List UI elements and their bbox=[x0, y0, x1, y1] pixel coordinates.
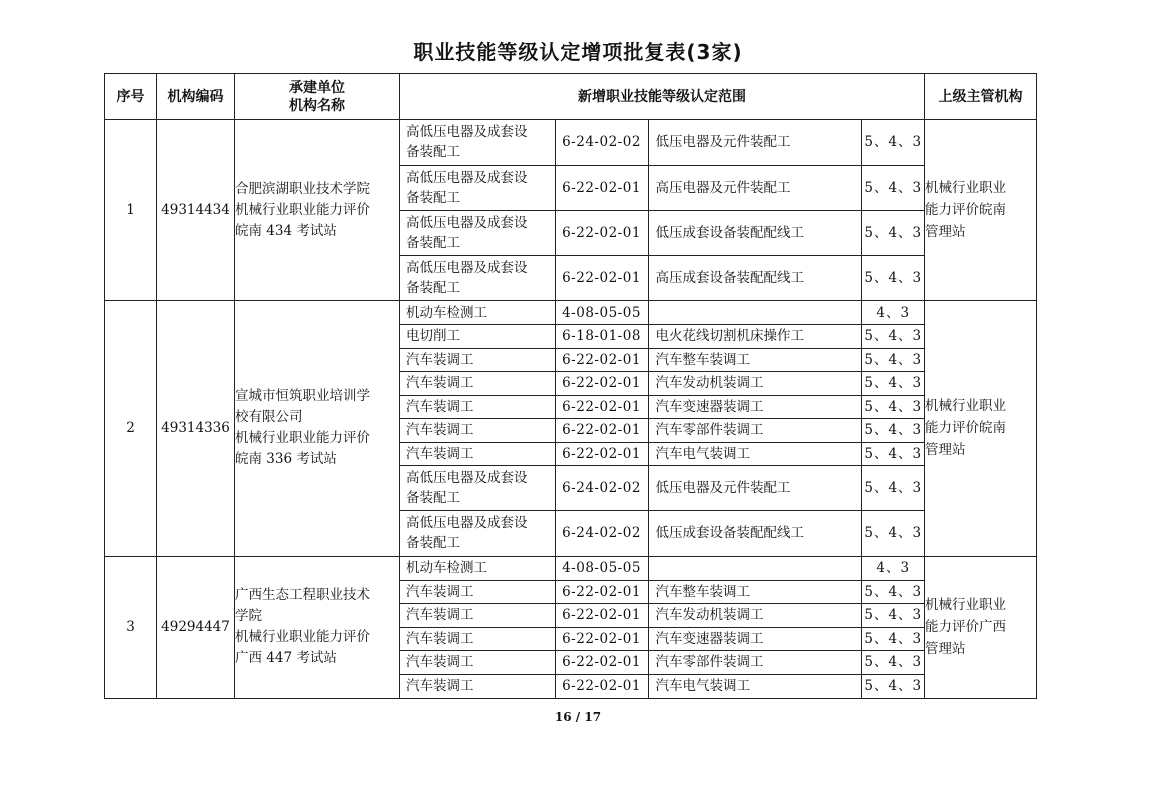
skill-name-cell bbox=[400, 372, 555, 396]
skill-name-line: 机动车检测工 bbox=[406, 304, 487, 321]
scope-cell bbox=[400, 556, 925, 698]
levels-cell: 5、4、3 bbox=[861, 604, 925, 628]
skill-name-line: 汽车装调工 bbox=[406, 398, 474, 415]
skill-name-cell bbox=[400, 255, 555, 300]
skill-name-cell bbox=[400, 301, 555, 325]
header-unit bbox=[235, 74, 400, 120]
institution-name-line: 学院 bbox=[235, 608, 262, 624]
institution-name-line: 机械行业职业能力评价 bbox=[235, 430, 370, 447]
occupation-cell: 汽车零部件装调工 bbox=[648, 419, 861, 443]
levels-cell: 5、4、3 bbox=[861, 165, 925, 210]
skill-name-line: 汽车装调工 bbox=[406, 583, 474, 600]
levels-cell: 5、4、3 bbox=[861, 651, 925, 675]
supervisor-line: 管理站 bbox=[925, 442, 966, 459]
header-unit-line2: 机构名称 bbox=[289, 97, 345, 114]
seq-cell: 2 bbox=[105, 301, 157, 557]
institution-code-cell: 49314434 bbox=[157, 120, 235, 301]
occupation-code-cell: 6-22-02-01 bbox=[555, 255, 648, 300]
institution-name-line: 合肥滨湖职业技术学院 bbox=[235, 180, 370, 197]
occupation-cell: 汽车电气装调工 bbox=[648, 674, 861, 698]
skill-name-cell bbox=[400, 627, 555, 651]
scope-row bbox=[400, 674, 925, 698]
skill-name-line: 高低压电器及成套设 bbox=[406, 124, 528, 141]
occupation-code-cell: 6-22-02-01 bbox=[555, 442, 648, 466]
skill-name-line: 高低压电器及成套设 bbox=[406, 214, 528, 231]
approval-table bbox=[104, 73, 1037, 699]
institution-name-line: 机械行业职业能力评价 bbox=[235, 629, 370, 645]
occupation-cell: 低压成套设备装配配线工 bbox=[648, 210, 861, 255]
skill-name-cell bbox=[400, 442, 555, 466]
scope-table bbox=[400, 120, 925, 300]
scope-row bbox=[400, 511, 925, 556]
institution-name-line: 皖南 336 考试站 bbox=[235, 451, 337, 468]
table-body bbox=[105, 120, 1037, 699]
levels-cell: 5、4、3 bbox=[861, 372, 925, 396]
levels-cell: 5、4、3 bbox=[861, 442, 925, 466]
occupation-cell: 汽车电气装调工 bbox=[648, 442, 861, 466]
page-number: 16 / 17 bbox=[554, 710, 602, 724]
table-header-row bbox=[105, 74, 1037, 120]
supervisor-line: 能力评价皖南 bbox=[925, 420, 1006, 437]
occupation-cell: 低压电器及元件装配工 bbox=[648, 120, 861, 165]
skill-name-cell bbox=[400, 210, 555, 255]
header-code: 机构编码 bbox=[157, 74, 235, 120]
skill-name-cell bbox=[400, 580, 555, 604]
table-row bbox=[105, 120, 1037, 301]
occupation-cell: 汽车整车装调工 bbox=[648, 580, 861, 604]
occupation-code-cell: 6-22-02-01 bbox=[555, 395, 648, 419]
occupation-cell bbox=[648, 301, 861, 325]
skill-name-cell bbox=[400, 674, 555, 698]
header-seq: 序号 bbox=[105, 74, 157, 120]
skill-name-line: 电切削工 bbox=[406, 328, 460, 345]
supervisor-line: 机械行业职业 bbox=[925, 597, 1006, 613]
occupation-cell: 高压电器及元件装配工 bbox=[648, 165, 861, 210]
levels-cell: 5、4、3 bbox=[864, 678, 923, 694]
scope-row bbox=[400, 301, 925, 325]
occupation-code-cell: 6-22-02-01 bbox=[555, 674, 648, 698]
table-row bbox=[105, 301, 1037, 557]
occupation-code-cell: 6-22-02-01 bbox=[555, 348, 648, 372]
levels-cell: 5、4、3 bbox=[864, 525, 923, 542]
occupation-cell: 电火花线切割机床操作工 bbox=[648, 325, 861, 349]
scope-row bbox=[400, 348, 925, 372]
skill-name-line: 机动车检测工 bbox=[406, 560, 487, 576]
skill-name-cell bbox=[400, 165, 555, 210]
scope-table bbox=[400, 301, 925, 556]
occupation-cell: 汽车发动机装调工 bbox=[648, 372, 861, 396]
occupation-code-cell: 6-22-02-01 bbox=[555, 210, 648, 255]
occupation-code-cell: 4-08-05-05 bbox=[555, 557, 648, 581]
institution-name-line: 皖南 434 考试站 bbox=[235, 222, 337, 239]
levels-cell: 4、3 bbox=[861, 301, 925, 325]
skill-name-cell bbox=[400, 120, 555, 165]
institution-code-cell: 49314336 bbox=[157, 301, 235, 557]
occupation-code-cell: 6-22-02-01 bbox=[555, 580, 648, 604]
header-supervisor: 上级主管机构 bbox=[925, 74, 1037, 120]
institution-name-cell bbox=[235, 120, 400, 301]
occupation-cell: 低压电器及元件装配工 bbox=[648, 466, 861, 511]
supervisor-line: 能力评价广西 bbox=[925, 619, 1006, 635]
scope-row bbox=[400, 255, 925, 300]
occupation-cell: 汽车零部件装调工 bbox=[648, 651, 861, 675]
skill-name-line: 汽车装调工 bbox=[406, 607, 474, 624]
scope-row bbox=[400, 466, 925, 511]
skill-name-line: 汽车装调工 bbox=[406, 654, 474, 671]
supervisor-line: 机械行业职业 bbox=[925, 180, 1006, 196]
institution-name-line: 机械行业职业能力评价 bbox=[235, 201, 370, 218]
supervisor-cell bbox=[925, 120, 1037, 301]
occupation-code-cell: 6-24-02-02 bbox=[555, 511, 648, 556]
skill-name-line: 汽车装调工 bbox=[406, 445, 474, 462]
skill-name-line: 高低压电器及成套设 bbox=[406, 169, 528, 186]
skill-name-line: 汽车装调工 bbox=[406, 375, 474, 392]
institution-name-line: 广西 447 考试站 bbox=[235, 650, 337, 666]
skill-name-line: 备装配工 bbox=[406, 189, 460, 206]
scope-row bbox=[400, 372, 925, 396]
skill-name-cell bbox=[400, 604, 555, 628]
occupation-cell: 低压成套设备装配配线工 bbox=[648, 511, 861, 556]
skill-name-cell bbox=[400, 395, 555, 419]
skill-name-line: 备装配工 bbox=[406, 279, 460, 296]
scope-row bbox=[400, 419, 925, 443]
supervisor-cell bbox=[925, 556, 1037, 698]
page-title: 职业技能等级认定增项批复表(3家) bbox=[413, 40, 743, 64]
levels-cell: 5、4、3 bbox=[861, 395, 925, 419]
levels-cell: 4、3 bbox=[861, 557, 925, 581]
supervisor-line: 管理站 bbox=[925, 224, 966, 240]
institution-name-line: 宣城市恒筑职业培训学 bbox=[235, 388, 370, 405]
skill-name-cell bbox=[400, 511, 555, 556]
levels-cell: 5、4、3 bbox=[861, 120, 925, 165]
scope-row bbox=[400, 651, 925, 675]
skill-name-cell bbox=[400, 325, 555, 349]
institution-code-cell: 49294447 bbox=[157, 556, 235, 698]
occupation-code-cell: 6-22-02-01 bbox=[555, 165, 648, 210]
scope-row bbox=[400, 580, 925, 604]
supervisor-line: 机械行业职业 bbox=[925, 398, 1006, 415]
occupation-cell: 高压成套设备装配配线工 bbox=[648, 255, 861, 300]
occupation-cell bbox=[648, 557, 861, 581]
levels-cell: 5、4、3 bbox=[861, 325, 925, 349]
occupation-code-cell: 6-24-02-02 bbox=[555, 466, 648, 511]
supervisor-line: 管理站 bbox=[925, 641, 966, 657]
institution-name-line: 校有限公司 bbox=[235, 409, 303, 426]
scope-row bbox=[400, 557, 925, 581]
scope-row bbox=[400, 442, 925, 466]
occupation-code-cell: 6-22-02-01 bbox=[555, 419, 648, 443]
skill-name-line: 高低压电器及成套设 bbox=[406, 470, 528, 486]
institution-name-cell bbox=[235, 556, 400, 698]
skill-name-line: 备装配工 bbox=[406, 144, 460, 161]
levels-cell: 5、4、3 bbox=[861, 210, 925, 255]
supervisor-cell bbox=[925, 301, 1037, 557]
institution-name-line: 广西生态工程职业技术 bbox=[235, 587, 370, 603]
levels-cell: 5、4、3 bbox=[861, 627, 925, 651]
occupation-code-cell: 6-22-02-01 bbox=[555, 627, 648, 651]
scope-row bbox=[400, 120, 925, 165]
scope-row bbox=[400, 627, 925, 651]
skill-name-line: 高低压电器及成套设 bbox=[406, 259, 528, 276]
occupation-cell: 汽车整车装调工 bbox=[648, 348, 861, 372]
scope-row bbox=[400, 604, 925, 628]
scope-cell bbox=[400, 120, 925, 301]
levels-cell: 5、4、3 bbox=[861, 348, 925, 372]
institution-name-cell bbox=[235, 301, 400, 557]
scope-row bbox=[400, 325, 925, 349]
supervisor-line: 能力评价皖南 bbox=[925, 202, 1006, 218]
seq-cell: 3 bbox=[105, 556, 157, 698]
occupation-cell: 汽车发动机装调工 bbox=[648, 604, 861, 628]
occupation-cell: 汽车变速器装调工 bbox=[648, 627, 861, 651]
skill-name-cell bbox=[400, 557, 555, 581]
scope-row bbox=[400, 165, 925, 210]
scope-row bbox=[400, 210, 925, 255]
skill-name-line: 汽车装调工 bbox=[406, 630, 474, 647]
skill-name-line: 汽车装调工 bbox=[406, 678, 474, 694]
header-unit-line1: 承建单位 bbox=[289, 79, 345, 96]
scope-table bbox=[400, 557, 925, 698]
header-scope: 新增职业技能等级认定范围 bbox=[400, 74, 925, 120]
skill-name-line: 备装配工 bbox=[406, 234, 460, 251]
occupation-code-cell: 6-22-02-01 bbox=[555, 604, 648, 628]
occupation-cell: 汽车变速器装调工 bbox=[648, 395, 861, 419]
levels-cell: 5、4、3 bbox=[861, 419, 925, 443]
skill-name-line: 汽车装调工 bbox=[406, 351, 474, 368]
seq-cell: 1 bbox=[105, 120, 157, 301]
occupation-code-cell: 6-22-02-01 bbox=[555, 651, 648, 675]
skill-name-cell bbox=[400, 348, 555, 372]
levels-cell: 5、4、3 bbox=[864, 269, 923, 286]
skill-name-line: 高低压电器及成套设 bbox=[406, 515, 528, 532]
skill-name-cell bbox=[400, 651, 555, 675]
skill-name-cell bbox=[400, 466, 555, 511]
levels-cell: 5、4、3 bbox=[861, 580, 925, 604]
skill-name-cell bbox=[400, 419, 555, 443]
table-row bbox=[105, 556, 1037, 698]
scope-row bbox=[400, 395, 925, 419]
skill-name-line: 备装配工 bbox=[406, 535, 460, 552]
skill-name-line: 备装配工 bbox=[406, 490, 460, 506]
scope-cell bbox=[400, 301, 925, 557]
levels-cell: 5、4、3 bbox=[861, 466, 925, 511]
occupation-code-cell: 6-24-02-02 bbox=[555, 120, 648, 165]
occupation-code-cell: 4-08-05-05 bbox=[555, 301, 648, 325]
skill-name-line: 汽车装调工 bbox=[406, 422, 474, 439]
occupation-code-cell: 6-18-01-08 bbox=[555, 325, 648, 349]
occupation-code-cell: 6-22-02-01 bbox=[555, 372, 648, 396]
